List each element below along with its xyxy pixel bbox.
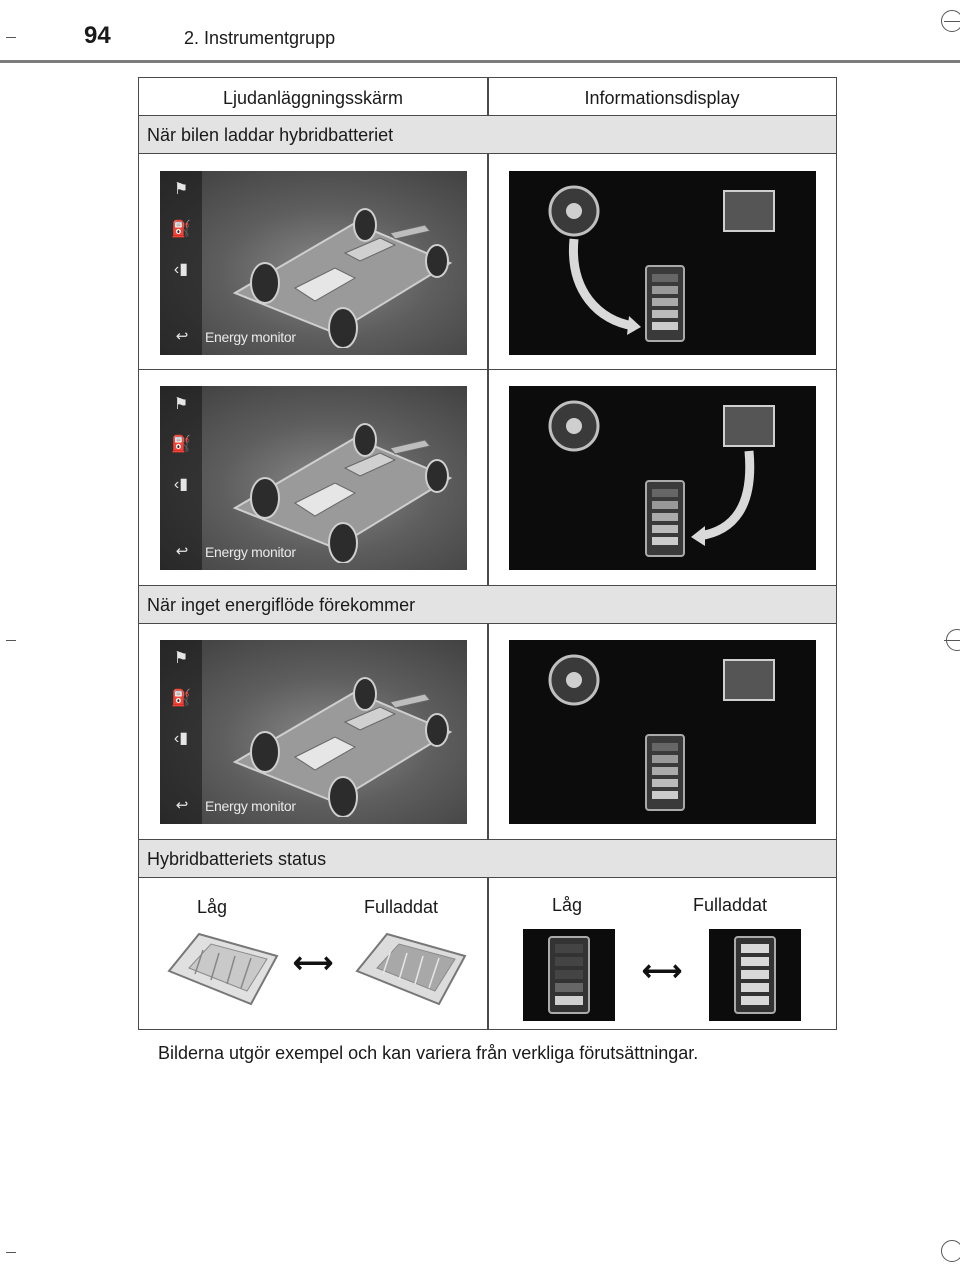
engine-icon <box>724 660 774 700</box>
status-label-full: Fulladdat <box>693 895 768 915</box>
energy-monitor-label: Energy monitor <box>205 544 296 560</box>
section-row <box>139 586 836 624</box>
battery-icon: ‹▮ <box>173 476 189 493</box>
battery-icon: ‹▮ <box>173 730 189 747</box>
table-header-row <box>139 78 836 116</box>
chapter-title: 2. Instrumentgrupp <box>184 28 336 48</box>
energy-flow-graphic <box>509 386 816 570</box>
flag-icon: ⚑ <box>173 181 189 198</box>
flow-arrow <box>699 451 750 536</box>
info-screen <box>509 640 816 824</box>
section-title: När inget energiflöde förekommer <box>147 595 416 615</box>
crop-mark <box>6 640 16 641</box>
column-divider <box>487 154 489 369</box>
audio-screen <box>160 386 467 570</box>
double-arrow-icon: ⟷ <box>293 947 334 978</box>
page-number: 94 <box>84 22 111 49</box>
battery-level-full-icon <box>709 929 801 1021</box>
crop-mark <box>6 37 16 38</box>
battery-low-icon <box>159 926 284 1012</box>
section-title: Hybridbatteriets status <box>147 849 327 869</box>
column-divider <box>487 370 489 585</box>
column-divider <box>487 624 489 839</box>
info-screen <box>509 171 816 355</box>
column-header-audio: Ljudanläggningsskärm <box>222 88 404 108</box>
column-divider <box>487 878 489 1029</box>
car-chassis-icon <box>215 183 465 348</box>
section-title: När bilen laddar hybridbatteriet <box>147 125 394 145</box>
car-chassis-icon <box>215 398 465 563</box>
crop-mark <box>944 640 960 641</box>
column-divider <box>487 78 489 115</box>
battery-level-low-icon <box>523 929 615 1021</box>
audio-sidebar <box>160 386 202 570</box>
energy-monitor-table <box>138 77 837 1030</box>
image-row <box>139 624 836 840</box>
back-arrow-icon: ↩ <box>175 328 189 345</box>
crop-mark <box>6 1252 16 1253</box>
audio-screen <box>160 640 467 824</box>
audio-sidebar <box>160 171 202 355</box>
battery-icon: ‹▮ <box>173 261 189 278</box>
crop-mark <box>944 21 960 22</box>
image-row <box>139 370 836 586</box>
image-row <box>139 154 836 370</box>
car-chassis-icon <box>215 652 465 817</box>
energy-flow-graphic <box>509 171 816 355</box>
flow-arrow <box>573 239 634 326</box>
engine-icon <box>724 191 774 231</box>
info-screen <box>509 386 816 570</box>
status-label-low: Låg <box>552 895 583 915</box>
status-label-full: Fulladdat <box>364 897 439 917</box>
section-row <box>139 116 836 154</box>
battery-status-row <box>139 878 836 1029</box>
caption: Bilderna utgör exempel och kan variera från verkliga förutsättningar. <box>158 1043 699 1063</box>
section-row <box>139 840 836 878</box>
back-arrow-icon: ↩ <box>175 543 189 560</box>
audio-screen <box>160 171 467 355</box>
fuel-icon: ⛽ <box>171 221 191 238</box>
column-header-info: Informationsdisplay <box>584 88 740 108</box>
status-label-low: Låg <box>197 897 228 917</box>
flag-icon: ⚑ <box>173 650 189 667</box>
energy-flow-graphic <box>509 640 816 824</box>
fuel-icon: ⛽ <box>171 436 191 453</box>
back-arrow-icon: ↩ <box>175 797 189 814</box>
double-arrow-icon: ⟷ <box>642 955 683 986</box>
battery-full-icon <box>347 926 472 1012</box>
audio-sidebar <box>160 640 202 824</box>
flag-icon: ⚑ <box>173 396 189 413</box>
header-rule <box>0 60 960 63</box>
energy-monitor-label: Energy monitor <box>205 798 296 814</box>
energy-monitor-label: Energy monitor <box>205 329 296 345</box>
crop-mark <box>941 1240 960 1262</box>
engine-icon <box>724 406 774 446</box>
fuel-icon: ⛽ <box>171 690 191 707</box>
